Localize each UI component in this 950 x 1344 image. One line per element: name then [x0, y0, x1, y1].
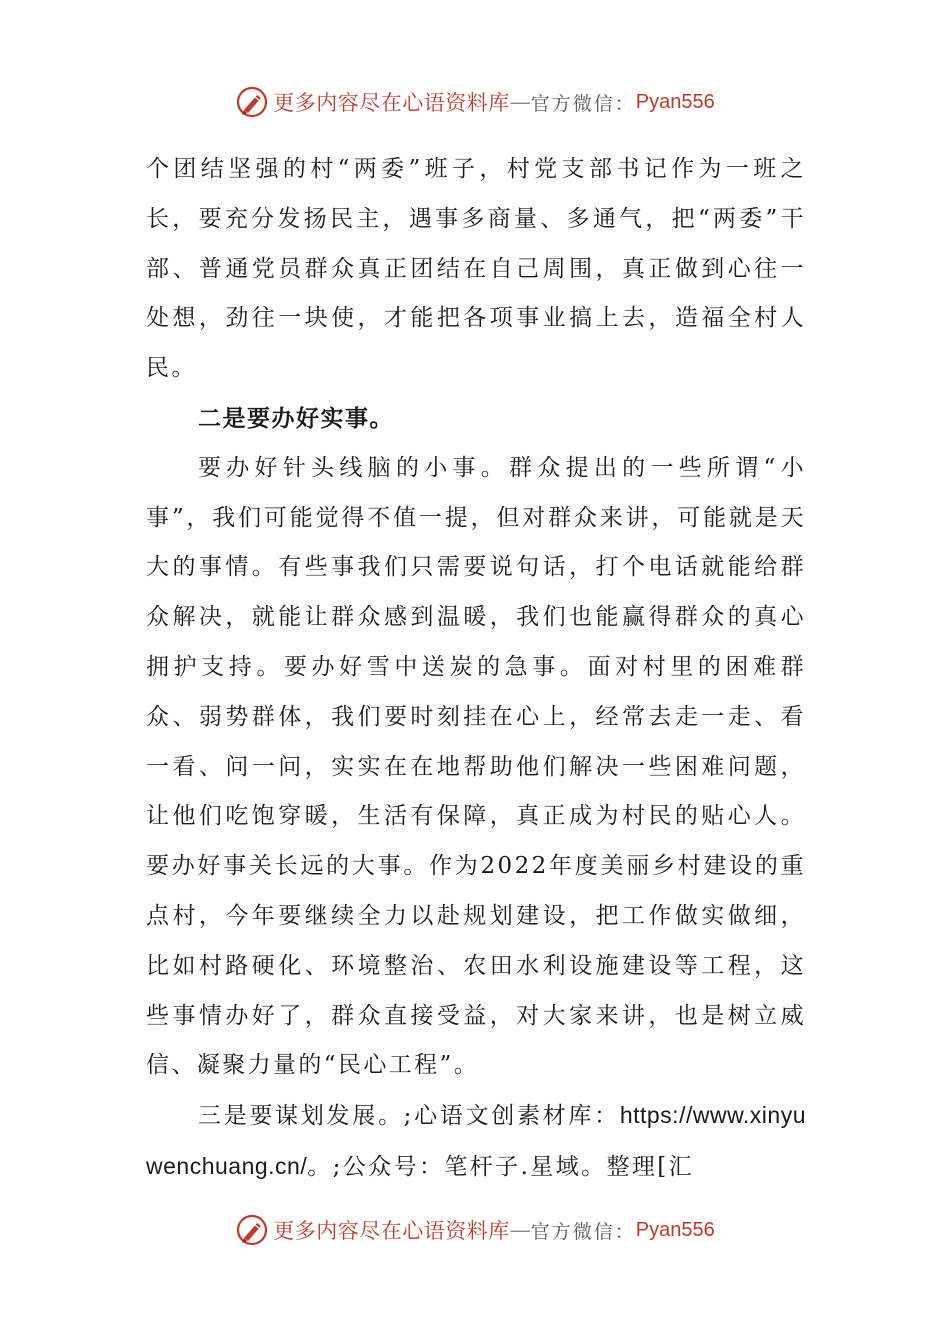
paragraph-2: 要办好针头线脑的小事。群众提出的一些所谓“小事”，我们可能觉得不值一提，但对群众来讲，可能就是天大的事情。有些事我们只需要说句话，打个电话就能给群众解决，就能让群众感到温暖，我们也能赢得群众的真心拥护支持。要办好雪中送炭的急事。面对村里的困难群众、弱势群体，我们要时刻挂在心上，经常去走一走、看一看、问一问，实实在在地帮助他们解决一些困难问题，让他们吃饱穿暖，生活有保障，真正成为村民的贴心人。要办好事关长远的大事。作为2022年度美丽乡村建设的重点村，今年要继续全力以赴规划建设，把工作做实做细，比如村路硬化、环境整治、农田水利设施建设等工程，这些事情办好了，群众直接受益，对大家来讲，也是树立威信、凝聚力量的“民心工程”。	[146, 454, 806, 1079]
paragraph-3-end: 。;公众号：笔杆子.星域。整理[汇	[307, 1153, 695, 1180]
paragraph-3-start: 三是要谋划发展。;心语文创素材库：	[198, 1103, 620, 1130]
banner-title: 更多内容尽在心语资料库	[273, 1219, 510, 1243]
source-url: https://www.xinyuwenchuang.cn/	[146, 1102, 806, 1179]
banner-wechat-label: 官方微信：	[530, 92, 636, 115]
banner-title: 更多内容尽在心语资料库	[273, 91, 510, 115]
section-heading-2: 二是要办好实事。	[198, 404, 394, 432]
paragraph-1: 个团结坚强的村“两委”班子，村党支部书记作为一班之长，要充分发扬民主，遇事多商量、多通气，把“两委”干部、普通党员群众真正团结在自己周围，真正做到心往一处想，劲往一块使，才能把各项事业搞上去，造福全村人民。	[146, 156, 806, 382]
banner-dash: —	[509, 1218, 531, 1242]
banner-wechat-id: Pyan556	[635, 90, 715, 113]
pen-logo-icon	[235, 85, 269, 119]
pen-logo-icon	[235, 1213, 269, 1247]
banner-wechat-label: 官方微信：	[530, 1220, 636, 1243]
footer-banner	[0, 1208, 950, 1252]
banner-dash: —	[509, 90, 531, 114]
paragraph-3	[146, 1091, 806, 1193]
header-banner	[0, 80, 950, 124]
banner-wechat-id: Pyan556	[635, 1218, 715, 1241]
document-body	[146, 145, 806, 1193]
